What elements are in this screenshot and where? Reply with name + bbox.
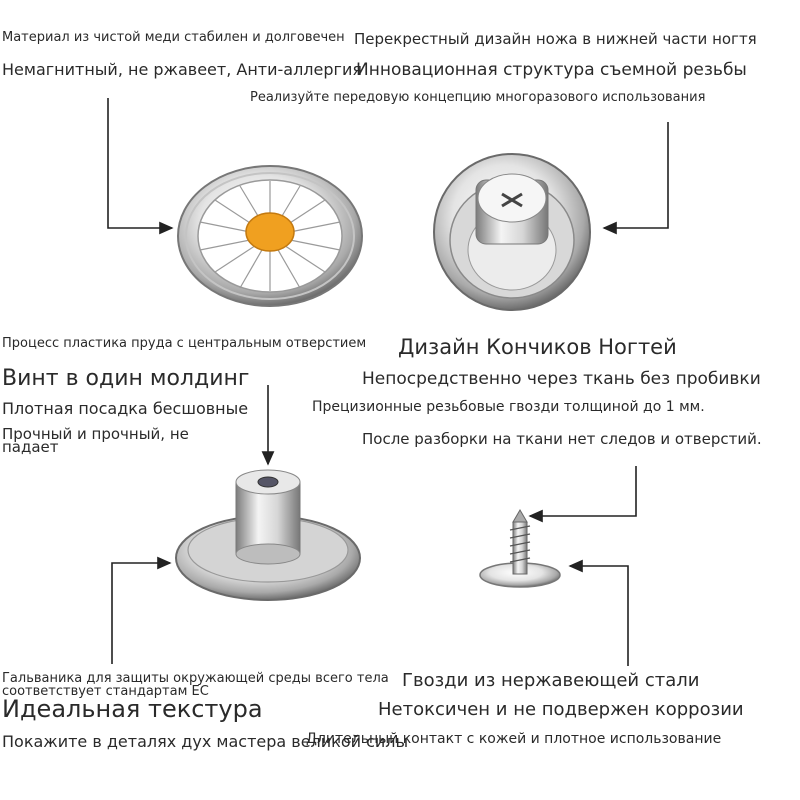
- mid-left-line1: Плотная посадка бесшовные: [2, 399, 249, 418]
- flower-center: [246, 213, 294, 251]
- mid-right-line1: Непосредственно через ткань без пробивки: [362, 369, 761, 389]
- daisy-button-image: [178, 166, 362, 306]
- mid-left-title: Винт в один молдинг: [2, 366, 250, 391]
- button-side-image: [176, 470, 360, 600]
- bottom-left-caption: Гальваника для защиты окружающей среды всего тела соответствует стандартам ЕС: [2, 671, 389, 699]
- bottom-left-line1: Покажите в деталях дух мастера великой силы: [2, 732, 409, 751]
- top-left-line1: Материал из чистой меди стабилен и долговечен: [2, 30, 345, 45]
- screw-nail-image: [480, 510, 560, 587]
- button-back-image: [434, 154, 590, 310]
- mid-right-line3: После разборки на ткани нет следов и отверстий.: [362, 430, 762, 448]
- top-right-line3: Реализуйте передовую концепцию многоразового использования: [250, 90, 706, 105]
- mid-right-title: Дизайн Кончиков Ногтей: [398, 335, 677, 359]
- bottom-right-line1: Нетоксичен и не подвержен коррозии: [378, 699, 744, 720]
- bottom-left-title: Идеальная текстура: [2, 695, 263, 723]
- top-left-line2: Немагнитный, не ржавеет, Анти-аллергия: [2, 60, 362, 79]
- mid-left-caption: Процесс пластика пруда с центральным отверстием: [2, 336, 367, 351]
- mid-left-line2: Прочный и прочный, не падает: [2, 425, 189, 456]
- top-right-line1: Перекрестный дизайн ножа в нижней части ногтя: [354, 30, 757, 48]
- bottom-right-title: Гвозди из нержавеющей стали: [402, 670, 700, 691]
- top-right-line2: Инновационная структура съемной резьбы: [356, 60, 747, 80]
- bottom-right-line2: Длительный контакт с кожей и плотное использование: [306, 731, 722, 747]
- mid-right-line2: Прецизионные резьбовые гвозди толщиной до 1 мм.: [312, 399, 705, 415]
